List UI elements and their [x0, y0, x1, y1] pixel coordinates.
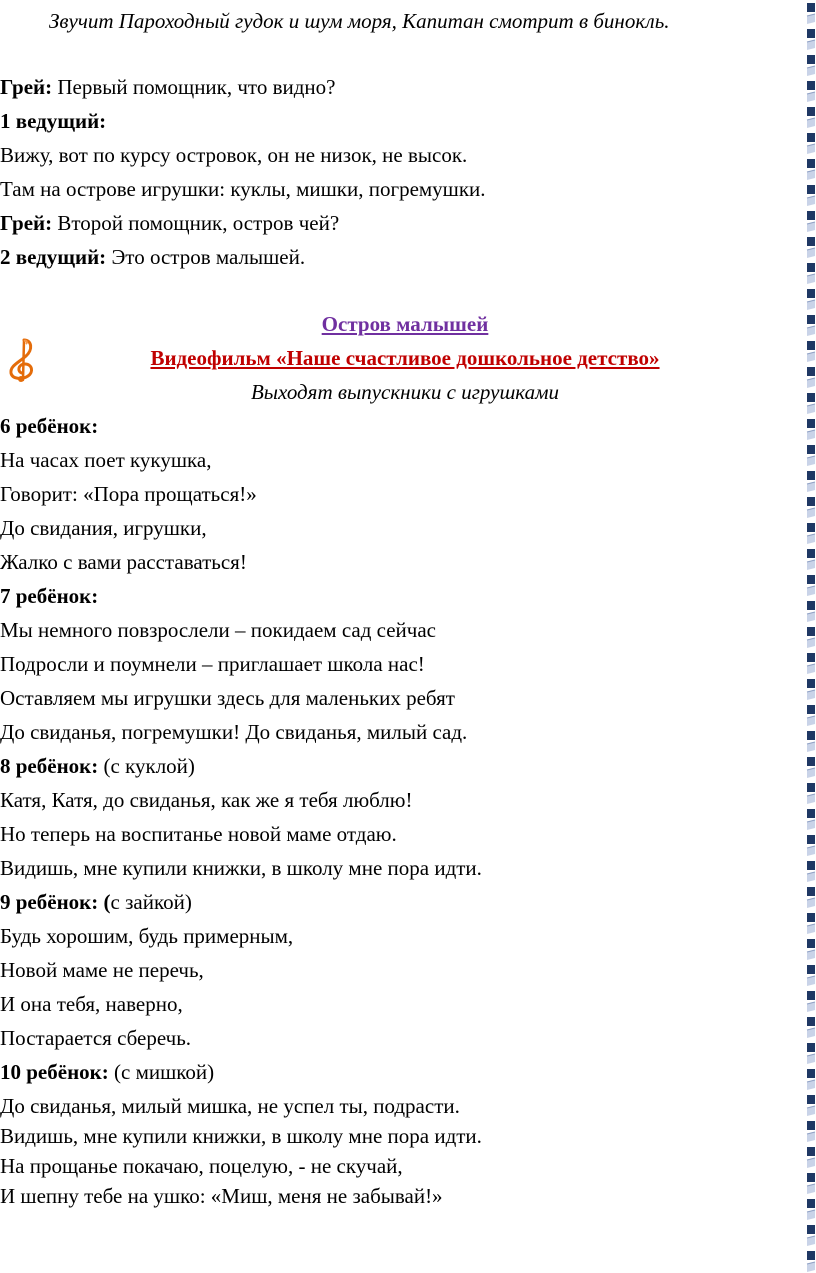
- line-text: (с мишкой): [108, 1060, 215, 1084]
- line-text: Второй помощник, остров чей?: [52, 211, 340, 235]
- decorative-border: [806, 0, 816, 1273]
- line-text: с зайкой): [110, 890, 192, 914]
- line-text: Мы немного повзрослели – покидаем сад сейчас: [0, 618, 436, 642]
- verse-line: [0, 1183, 443, 1209]
- verse-line: [0, 753, 195, 779]
- line-text: Там на острове игрушки: куклы, мишки, погремушки.: [0, 177, 486, 201]
- verse-line: [0, 855, 482, 881]
- verse-line: [0, 1093, 460, 1119]
- line-text: Видишь, мне купили книжки, в школу мне пора идти.: [0, 856, 482, 880]
- line-text: На прощанье покачаю, поцелую, - не скучай,: [0, 1154, 403, 1178]
- verse-line: [0, 515, 207, 541]
- dialogue-line: [0, 244, 305, 270]
- line-text: Говорит: «Пора прощаться!»: [0, 482, 257, 506]
- speaker-label: 1 ведущий:: [0, 109, 107, 133]
- line-text: И она тебя, наверно,: [0, 992, 183, 1016]
- verse-line: [0, 549, 247, 575]
- line-text: Оставляем мы игрушки здесь для маленьких ребят: [0, 686, 455, 710]
- section-title: Остров малышей: [321, 312, 489, 336]
- speaker-label: Грей:: [0, 211, 53, 235]
- verse-line: [0, 413, 98, 439]
- line-text: Новой маме не перечь,: [0, 958, 204, 982]
- verse-line: [0, 923, 293, 949]
- speaker-label: 6 ребёнок:: [0, 414, 99, 438]
- line-text: Подросли и поумнели – приглашает школа нас!: [0, 652, 425, 676]
- line-text: (с куклой): [98, 754, 195, 778]
- line-text: До свиданья, милый мишка, не успел ты, подрасти.: [0, 1094, 460, 1118]
- line-text: Это остров малышей.: [106, 245, 306, 269]
- verse-line: [0, 957, 204, 983]
- line-text: Видишь, мне купили книжки, в школу мне пора идти.: [0, 1124, 482, 1148]
- verse-line: [0, 719, 467, 745]
- verse-line: [0, 617, 436, 643]
- verse-line: [0, 991, 183, 1017]
- verse-line: [0, 889, 192, 915]
- verse-line: [0, 1123, 482, 1149]
- speaker-label: Грей:: [0, 75, 53, 99]
- verse-line: [0, 583, 98, 609]
- verse-line: [0, 685, 455, 711]
- verse-line: [0, 1059, 214, 1085]
- line-text: Катя, Катя, до свиданья, как же я тебя люблю!: [0, 788, 413, 812]
- dialogue-line: [0, 74, 335, 100]
- verse-line: [0, 447, 211, 473]
- verse-line: [0, 821, 397, 847]
- line-text: Первый помощник, что видно?: [52, 75, 336, 99]
- speaker-label: 9 ребёнок: (: [0, 890, 111, 914]
- dialogue-line: [0, 176, 486, 202]
- line-text: До свидания, игрушки,: [0, 516, 207, 540]
- line-text: До свиданья, погремушки! До свиданья, милый сад.: [0, 720, 468, 744]
- speaker-label: 10 ребёнок:: [0, 1060, 109, 1084]
- line-text: Постарается сберечь.: [0, 1026, 192, 1050]
- dialogue-line: [0, 210, 339, 236]
- verse-line: [0, 651, 425, 677]
- line-text: Но теперь на воспитанье новой маме отдаю.: [0, 822, 397, 846]
- line-text: Вижу, вот по курсу островок, он не низок, не высок.: [0, 143, 468, 167]
- stage-direction-mid: Выходят выпускники с игрушками: [250, 380, 560, 404]
- verse-line: [0, 481, 257, 507]
- verse-line: [0, 1025, 191, 1051]
- line-text: Будь хорошим, будь примерным,: [0, 924, 294, 948]
- stage-direction-top: Звучит Пароходный гудок и шум моря, Капитан смотрит в бинокль.: [49, 9, 670, 33]
- line-text: Жалко с вами расставаться!: [0, 550, 247, 574]
- line-text: На часах поет кукушка,: [0, 448, 212, 472]
- dialogue-line: [0, 142, 467, 168]
- speaker-label: 7 ребёнок:: [0, 584, 99, 608]
- speaker-label: 2 ведущий:: [0, 245, 107, 269]
- line-text: И шепну тебе на ушко: «Миш, меня не забывай!»: [0, 1184, 443, 1208]
- dialogue-line: [0, 108, 106, 134]
- speaker-label: 8 ребёнок:: [0, 754, 99, 778]
- verse-line: [0, 787, 412, 813]
- film-title: Видеофильм «Наше счастливое дошкольное детство»: [150, 346, 660, 370]
- verse-line: [0, 1153, 403, 1179]
